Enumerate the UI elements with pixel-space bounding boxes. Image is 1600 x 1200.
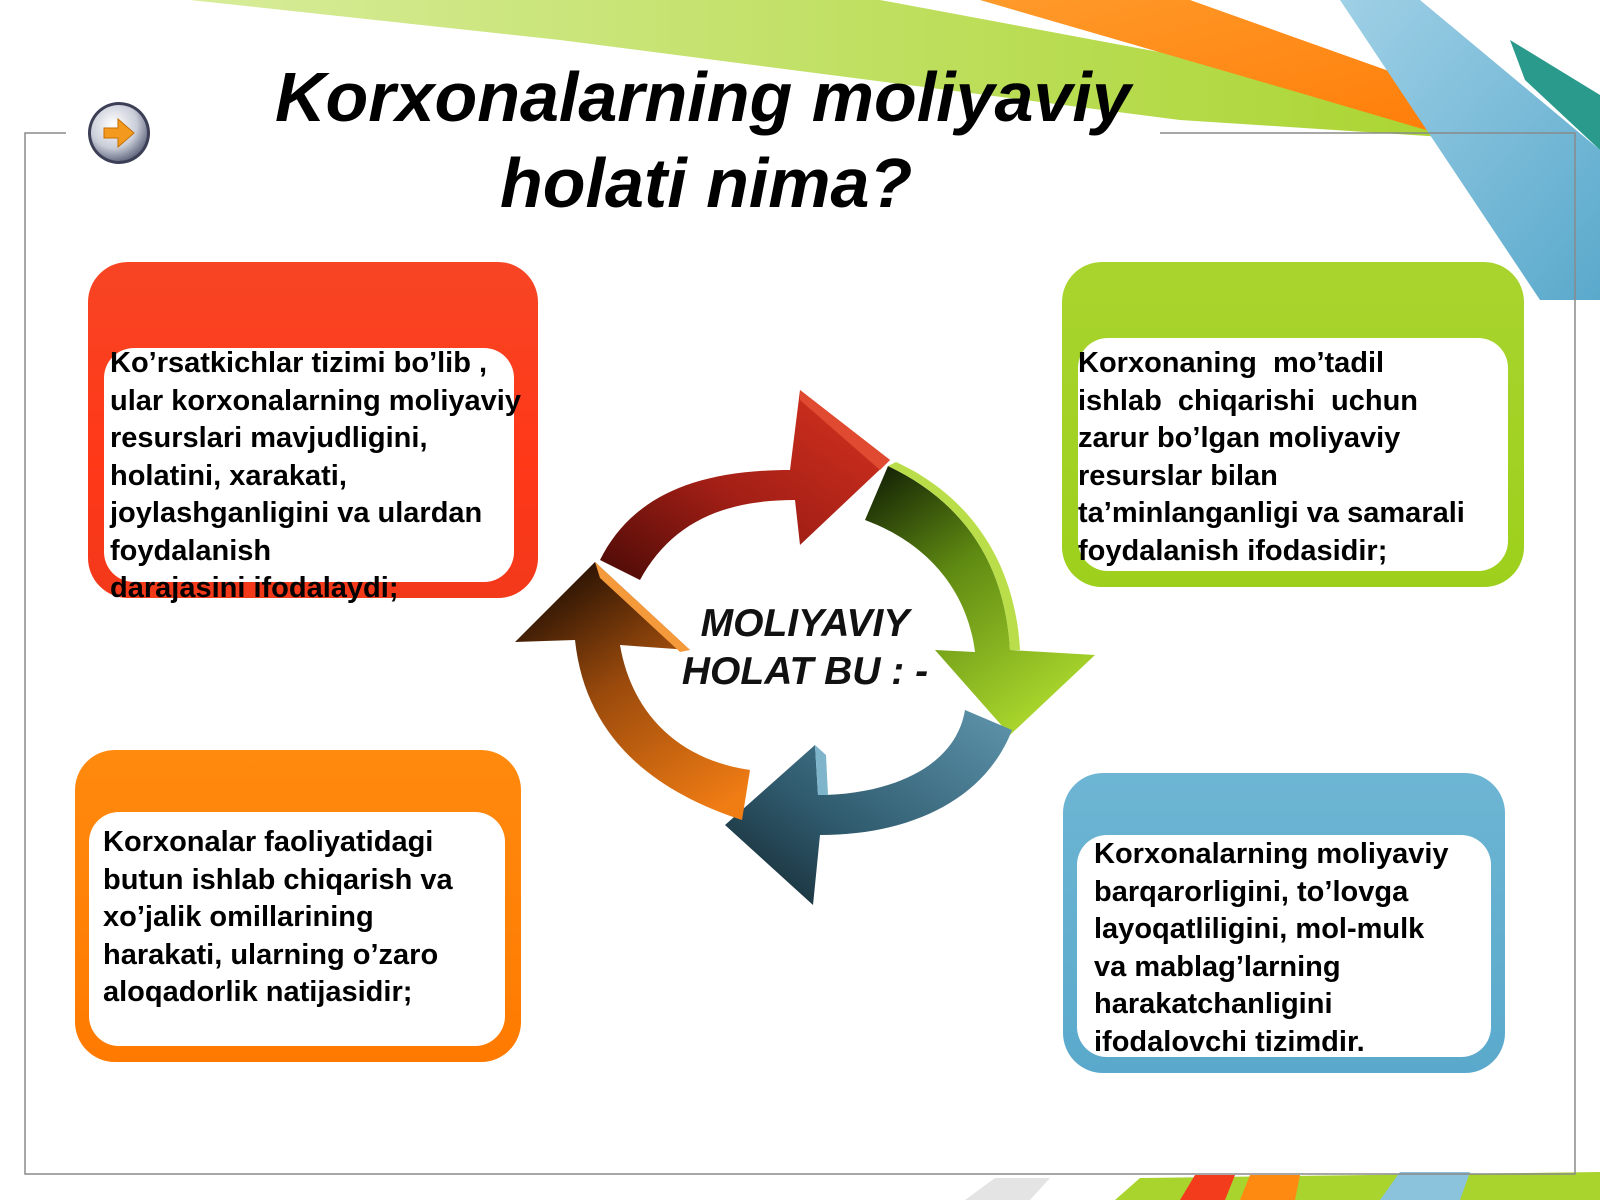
blue-arrow <box>725 710 1012 905</box>
next-slide-button[interactable] <box>86 100 152 166</box>
bottom-orange-ribbon <box>1240 1175 1300 1200</box>
red-arrow <box>600 390 890 580</box>
slide-title-line-1: Korxonalarning moliyaviy <box>275 58 1131 136</box>
blue-ribbon <box>1340 0 1600 300</box>
slide-title-line-2: holati nima? <box>500 144 913 222</box>
cycle-center-label: MOLIYAVIY HOLAT BU : - <box>681 602 929 693</box>
box-bottom-left-text: Korxonalar faoliyatidagi butun ishlab chiqarish va xo’jalik omillarining harakati, ularning o’zaro aloqadorlik natijasidir; <box>103 826 453 1008</box>
box-top-right-text: Korxonaning mo’tadil ishlab chiqarishi uchun zarur bo’lgan moliyaviy resurslar bilan ta’minlanganligi va samarali foydalanish ifodasidir; <box>1078 347 1465 567</box>
box-bottom-right-text: Korxonalarning moliyaviy barqarorligini, to’lovga layoqatliligini, mol-mulk va mablag’larning harakatchanligini ifodalovchi tizimdir. <box>1094 838 1449 1058</box>
bottom-grey-ribbon <box>965 1178 1050 1200</box>
box-top-left-text: Ko’rsatkichlar tizimi bo’lib , ular korxonalarning moliyaviy resurslari mavjudligini, holatini, xarakati, joylashganligini va ulardan foydalanish darajasini ifodalaydi; <box>110 347 521 604</box>
